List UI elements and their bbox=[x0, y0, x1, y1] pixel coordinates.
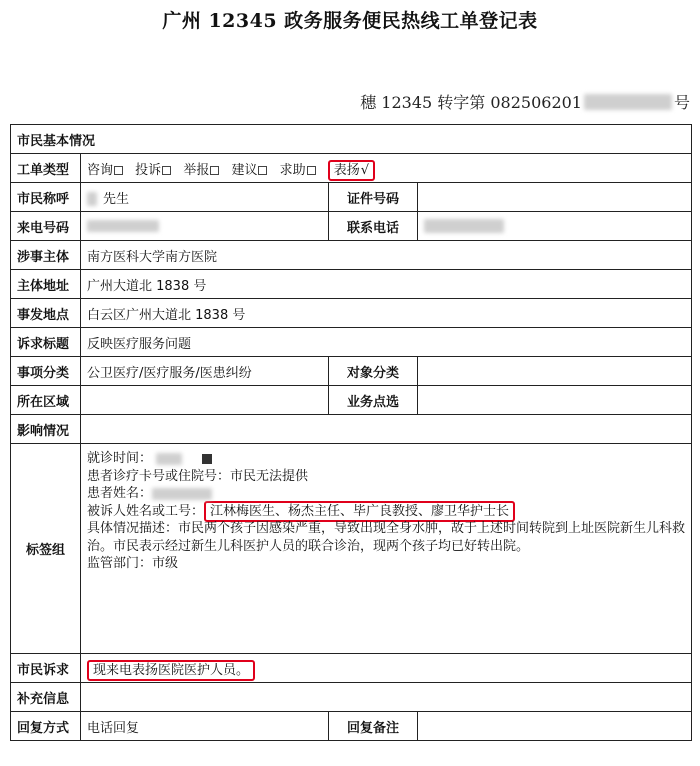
citizen-request-highlight: 现来电表扬医院医护人员。 bbox=[87, 660, 255, 681]
row-request-title bbox=[11, 328, 692, 357]
checkbox-icon bbox=[114, 166, 123, 175]
district-label: 所在区域 bbox=[11, 386, 81, 415]
supplementary-label: 补充信息 bbox=[11, 683, 81, 712]
redacted-block bbox=[202, 454, 212, 464]
row-subject-address bbox=[11, 270, 692, 299]
object-category-value bbox=[418, 357, 692, 386]
supplementary-value bbox=[81, 683, 692, 712]
object-category-label: 对象分类 bbox=[329, 357, 418, 386]
subject-value: 南方医科大学南方医院 bbox=[81, 241, 692, 270]
tags-label: 标签组 bbox=[11, 444, 81, 654]
row-category bbox=[11, 357, 692, 386]
option-consult: 咨询 bbox=[87, 163, 123, 178]
citizen-request-value bbox=[81, 654, 692, 683]
redacted-block bbox=[424, 219, 504, 233]
visit-time-line: 就诊时间： bbox=[87, 450, 685, 468]
id-number-value bbox=[418, 183, 692, 212]
district-value bbox=[81, 386, 329, 415]
reply-method-value: 电话回复 bbox=[81, 712, 329, 741]
redacted-block bbox=[156, 453, 182, 465]
checkbox-icon bbox=[162, 166, 171, 175]
row-section-basic bbox=[11, 125, 692, 154]
incident-location-value: 白云区广州大道北 1838 号 bbox=[81, 299, 692, 328]
request-title-value: 反映医疗服务问题 bbox=[81, 328, 692, 357]
id-number-label: 证件号码 bbox=[329, 183, 418, 212]
row-caller-name bbox=[11, 183, 692, 212]
document-number bbox=[360, 90, 690, 113]
document-number-suffix: 号 bbox=[673, 93, 690, 112]
dept-line: 监管部门：市级 bbox=[87, 556, 179, 571]
incoming-phone-label: 来电号码 bbox=[11, 212, 81, 241]
row-incident-location bbox=[11, 299, 692, 328]
reply-note-value bbox=[418, 712, 692, 741]
redacted-block bbox=[584, 94, 672, 110]
row-district bbox=[11, 386, 692, 415]
accused-names-highlight: 江林梅医生、杨杰主任、毕广良教授、廖卫华护士长 bbox=[204, 501, 515, 522]
ticket-type-label: 工单类型 bbox=[11, 154, 81, 183]
incident-location-label: 事发地点 bbox=[11, 299, 81, 328]
redacted-block bbox=[87, 192, 97, 206]
ticket-type-options bbox=[81, 154, 692, 183]
reply-method-label: 回复方式 bbox=[11, 712, 81, 741]
patient-name-line: 患者姓名： bbox=[87, 485, 685, 503]
checkbox-icon bbox=[210, 166, 219, 175]
caller-name-label: 市民称呼 bbox=[11, 183, 81, 212]
redacted-block bbox=[152, 488, 212, 500]
row-supplementary bbox=[11, 683, 692, 712]
option-help: 求助 bbox=[280, 163, 316, 178]
form-title: 广州 12345 政务服务便民热线工单登记表 bbox=[162, 10, 538, 32]
row-reply bbox=[11, 712, 692, 741]
section-basic-header: 市民基本情况 bbox=[11, 125, 692, 154]
row-ticket-type bbox=[11, 154, 692, 183]
details-text: 具体情况描述：市民两个孩子因感染严重，导致出现全身水肿，故于上述时间转院到上址医院新生儿科救治。市民表示经过新生儿科医护人员的联合诊治，现两个孩子均已好转出院。 bbox=[87, 521, 686, 554]
subject-address-value: 广州大道北 1838 号 bbox=[81, 270, 692, 299]
subject-address-label: 主体地址 bbox=[11, 270, 81, 299]
checkmark-icon: √ bbox=[360, 162, 370, 178]
request-title-label: 诉求标题 bbox=[11, 328, 81, 357]
document-number-prefix: 穗 12345 转字第 082506201 bbox=[360, 93, 582, 112]
option-complaint: 投诉 bbox=[135, 163, 171, 178]
contact-phone-value bbox=[418, 212, 692, 241]
incoming-phone-value bbox=[81, 212, 329, 241]
row-phones bbox=[11, 212, 692, 241]
checkbox-icon bbox=[307, 166, 316, 175]
impact-label: 影响情况 bbox=[11, 415, 81, 444]
option-report: 举报 bbox=[183, 163, 219, 178]
contact-phone-label: 联系电话 bbox=[329, 212, 418, 241]
row-subject bbox=[11, 241, 692, 270]
card-no-line: 患者诊疗卡号或住院号：市民无法提供 bbox=[87, 468, 309, 484]
accused-line: 被诉人姓名或工号： 江林梅医生、杨杰主任、毕广良教授、廖卫华护士长 bbox=[87, 503, 685, 521]
reply-note-label: 回复备注 bbox=[329, 712, 418, 741]
subject-label: 涉事主体 bbox=[11, 241, 81, 270]
category-value: 公卫医疗/医疗服务/医患纠纷 bbox=[81, 357, 329, 386]
business-point-value bbox=[418, 386, 692, 415]
option-praise-selected: 表扬√ bbox=[328, 160, 375, 181]
redacted-block bbox=[87, 220, 159, 232]
caller-name-value: 先生 bbox=[81, 183, 329, 212]
ticket-form-table bbox=[10, 124, 692, 741]
option-suggest: 建议 bbox=[231, 163, 267, 178]
citizen-request-label: 市民诉求 bbox=[11, 654, 81, 683]
checkbox-icon bbox=[258, 166, 267, 175]
row-tags bbox=[11, 444, 692, 654]
tags-content bbox=[81, 444, 692, 654]
impact-value bbox=[81, 415, 692, 444]
category-label: 事项分类 bbox=[11, 357, 81, 386]
business-point-label: 业务点选 bbox=[329, 386, 418, 415]
row-citizen-request bbox=[11, 654, 692, 683]
row-impact bbox=[11, 415, 692, 444]
